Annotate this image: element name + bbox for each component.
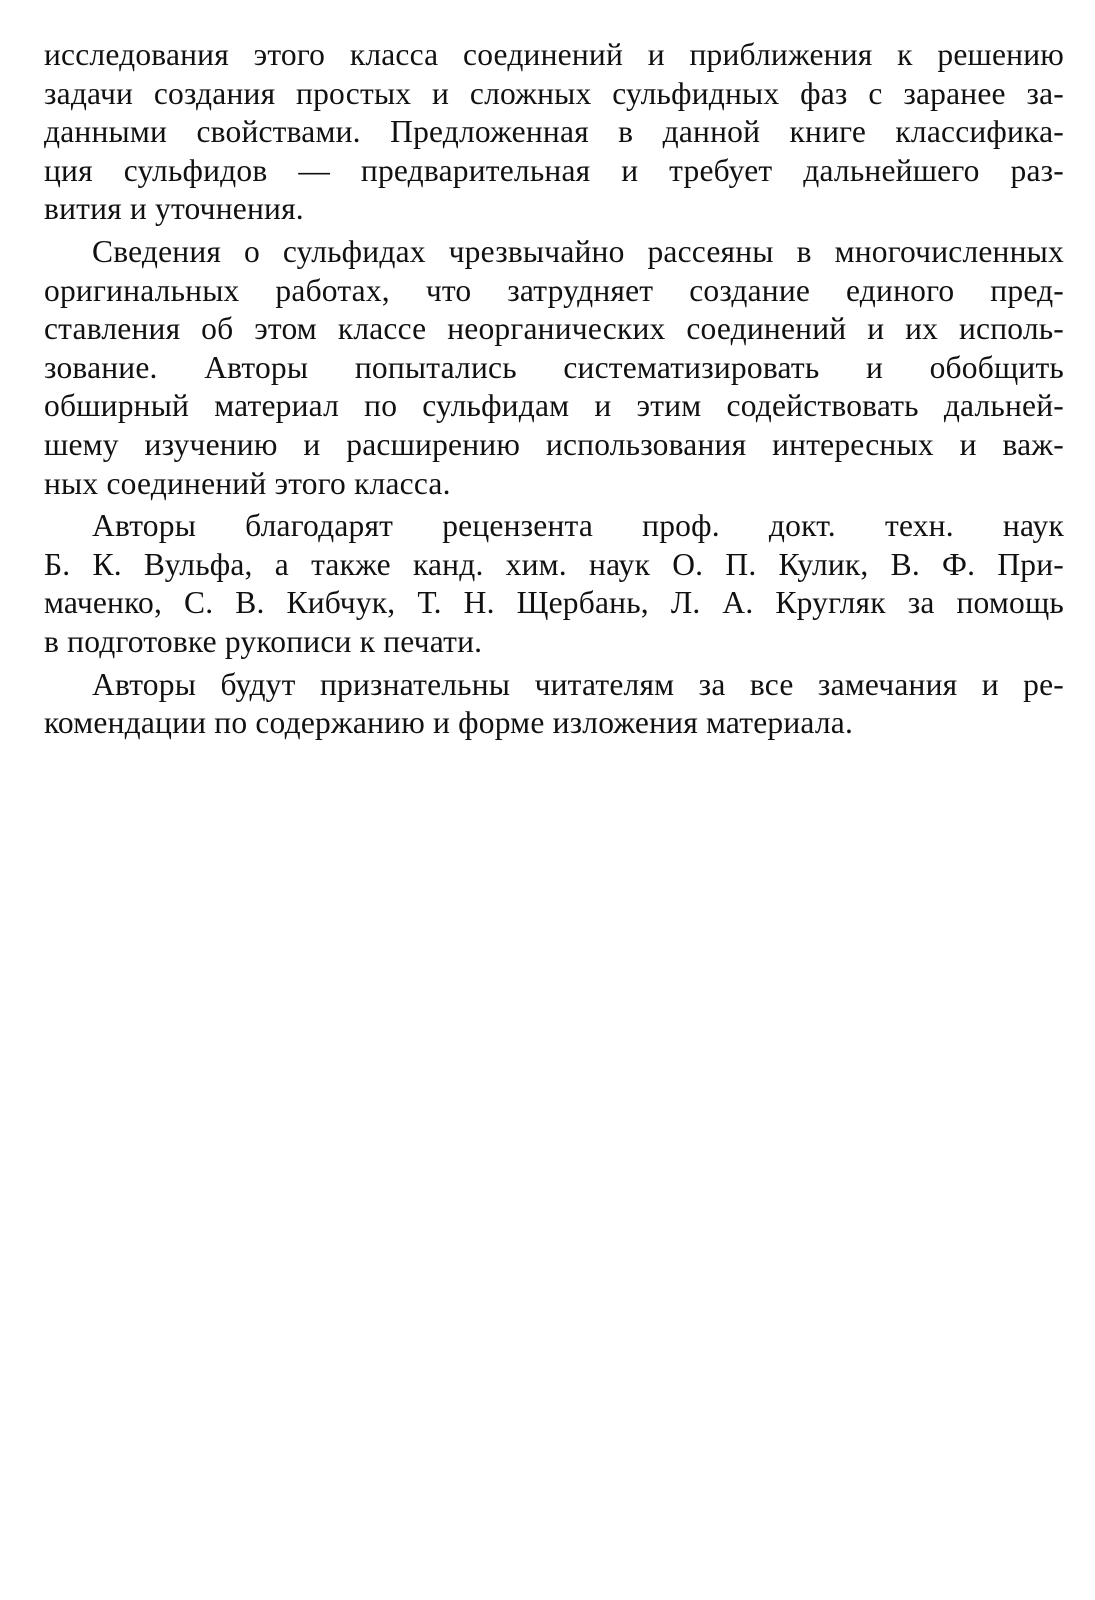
paragraph-classification (44, 36, 1064, 229)
text-line: ция сульфидов — предварительная и требует дальнейшего раз- (44, 152, 1064, 188)
text-line: ных соединений этого класса. (44, 465, 451, 501)
text-line: ставления об этом классе неорганических соединений и их исполь- (44, 311, 1064, 347)
text-line: комендации по содержанию и форме изложения материала. (44, 705, 854, 741)
document-page (44, 36, 1064, 747)
text-line: задачи создания простых и сложных сульфидных фаз с заранее за- (44, 75, 1064, 111)
text-line: зование. Авторы попытались систематизировать и обобщить (44, 349, 1064, 385)
text-line: Сведения о сульфидах чрезвычайно рассеяны в многочисленных (92, 233, 1064, 269)
text-line: в подготовке рукописи к печати. (44, 623, 483, 659)
text-line: исследования этого класса соединений и приближения к решению (44, 37, 1064, 72)
text-line: оригинальных работах, что затрудняет создание единого пред- (44, 272, 1064, 308)
paragraph-acknowledgements (44, 507, 1064, 661)
text-line: обширный материал по сульфидам и этим содействовать дальней- (44, 388, 1064, 424)
text-line: данными свойствами. Предложенная в данной книге классифика- (44, 114, 1064, 150)
text-line: шему изучению и расширению использования интересных и важ- (44, 426, 1064, 462)
text-line: Авторы благодарят рецензента проф. докт. техн. наук (92, 508, 1064, 544)
paragraph-sulfide-info (44, 233, 1064, 503)
text-line: маченко, С. В. Кибчук, Т. Н. Щербань, Л. А. Кругляк за помощь (44, 585, 1064, 621)
text-line: вития и уточнения. (44, 191, 304, 227)
text-line: Авторы будут признательны читателям за все замечания и ре- (92, 666, 1064, 702)
paragraph-feedback (44, 666, 1064, 743)
text-line: Б. К. Вульфа, а также канд. хим. наук О. П. Кулик, В. Ф. При- (44, 546, 1064, 582)
